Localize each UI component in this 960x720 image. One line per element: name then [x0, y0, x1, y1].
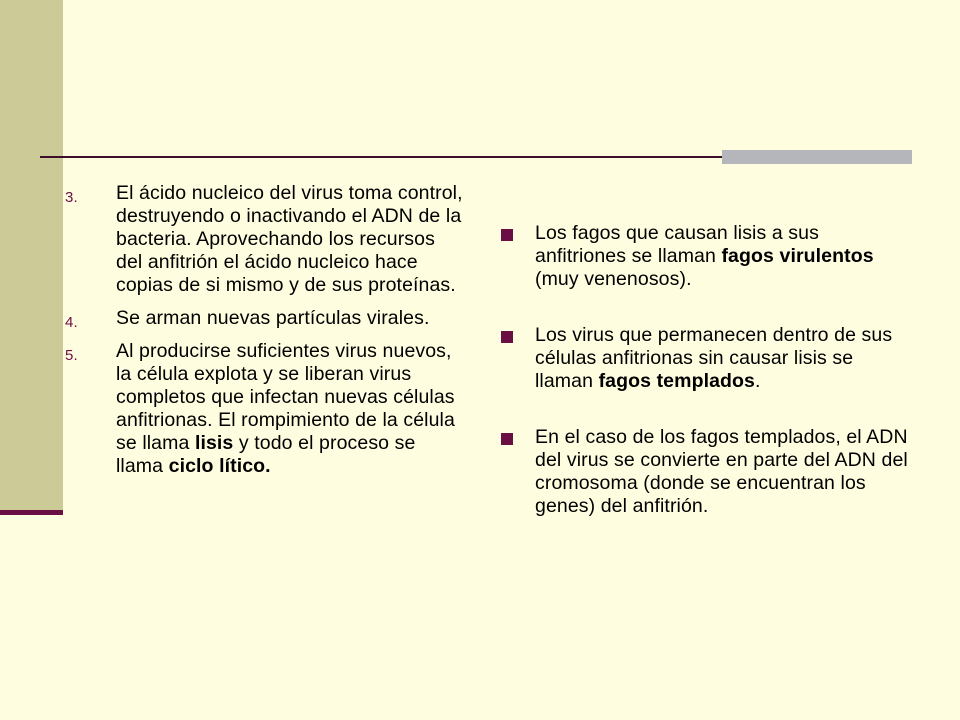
list-number: 3. [65, 189, 78, 206]
item-text: Los fagos que causan lisis a sus anfitriones se llaman fagos virulentos (muy venenosos). [535, 222, 874, 290]
item-text: Los virus que permanecen dentro de sus células anfitrionas sin causar lisis se llaman fagos templados. [535, 324, 893, 392]
bullet-item-temperate [495, 324, 915, 393]
square-bullet-icon [501, 229, 513, 241]
square-bullet-icon [501, 433, 513, 445]
bullet-item-dna [495, 426, 915, 518]
item-text: El ácido nucleico del virus toma control, destruyendo o inactivando el ADN de la bacteria. Aprovechando los recursos del anfitrión el ácido nucleico hace copias de si mismo y de sus proteínas. [116, 182, 463, 296]
item-text: Al producirse suficientes virus nuevos, la célula explota y se liberan virus completos que infectan nuevas células anfitrionas. El rompimiento de la célula se llama lisis y todo el proceso se llama ciclo lítico. [116, 340, 455, 477]
bullet-item-virulent [495, 222, 915, 291]
list-item-5 [63, 340, 463, 478]
item-text: Se arman nuevas partículas virales. [116, 307, 430, 329]
item-text: En el caso de los fagos templados, el ADN del virus se convierte en parte del ADN del cromosoma (donde se encuentran los genes) del anfitrión. [535, 426, 908, 517]
list-number: 5. [65, 347, 78, 364]
decorative-gray-tab [722, 150, 912, 164]
bullet-list [495, 222, 915, 551]
list-number: 4. [65, 314, 78, 331]
list-item-4 [63, 307, 463, 330]
list-item-3 [63, 182, 463, 297]
decorative-side-bar [0, 0, 63, 512]
decorative-side-accent [0, 510, 63, 515]
square-bullet-icon [501, 331, 513, 343]
numbered-list [63, 182, 463, 488]
